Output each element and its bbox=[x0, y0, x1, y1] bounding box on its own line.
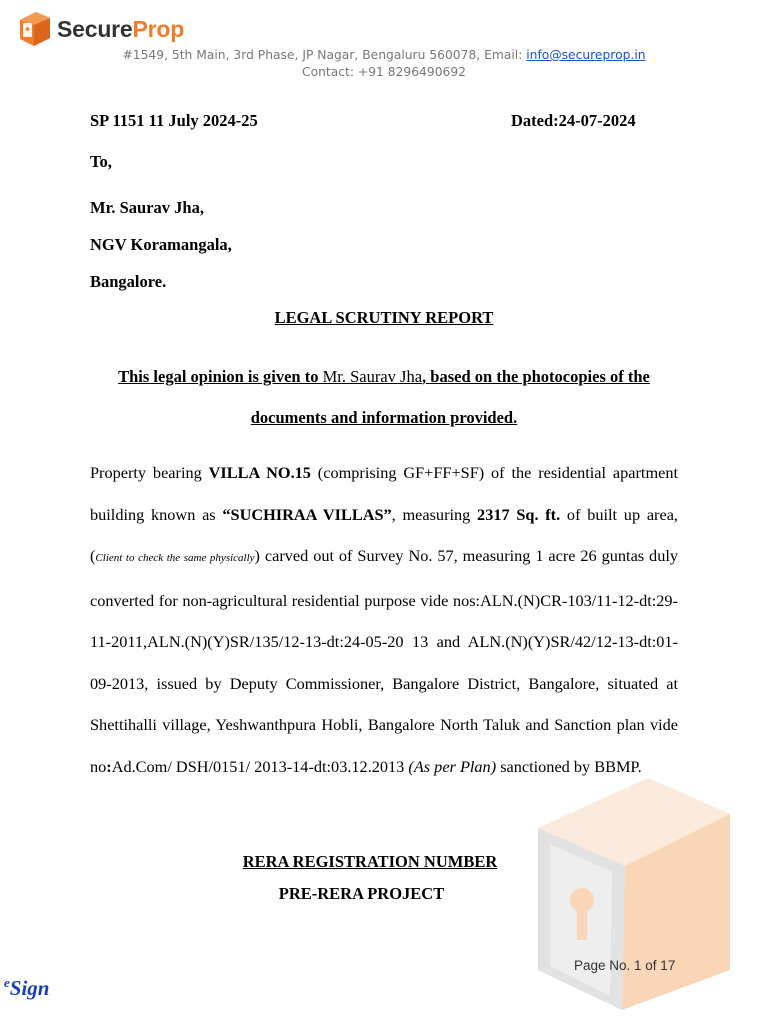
reference-number: SP 1151 11 July 2024-25 bbox=[90, 111, 258, 130]
company-address: #1549, 5th Main, 3rd Phase, JP Nagar, Bengaluru 560078, Email: info@secureprop.in Contact: +91 8296490692 bbox=[122, 48, 646, 79]
esign-logo: $^e$Sign bbox=[4, 975, 50, 1000]
property-description: Property bearing VILLA NO.15 (comprising GF+FF+SF) of the residential apartment building known as “SUCHIRAA VILLAS”, measuring 2317 Sq. ft. of built up area,(Client to check the same physically) carved out of Survey No. 57, measuring 1 acre 26 guntas duly converted for non-agricultural residential purpose vide nos:ALN.(N)CR-103/11-12-dt:29-11-2011,ALN.(N)(Y)SR/135/12-13-dt:24-05-20 13 and ALN.(N)(Y)SR/42/12-13-dt:01-09-2013, issued by Deputy Commissioner, Bangalore District, Bangalore, situated at Shettihalli village, Yeshwanthpura Hobli, Bangalore North Taluk and Sanction plan vide no:Ad.Com/ DSH/0151/ 2013-14-dt:03.12.2013 (As per Plan) sanctioned by BBMP. bbox=[90, 463, 678, 776]
page-number: Page No. 1 of 17 bbox=[574, 958, 676, 973]
recipient-locality: NGV Koramangala, bbox=[90, 235, 232, 254]
rera-title: RERA REGISTRATION NUMBER bbox=[242, 852, 498, 871]
report-title: LEGAL SCRUTINY REPORT bbox=[274, 308, 494, 327]
contact-number: Contact: +91 8296490692 bbox=[302, 65, 466, 79]
padlock-watermark-icon bbox=[530, 770, 735, 1010]
recipient-city: Bangalore. bbox=[90, 272, 167, 291]
rera-value: PRE-RERA PROJECT bbox=[278, 884, 445, 903]
padlock-logo-icon bbox=[14, 8, 54, 48]
recipient-name: Mr. Saurav Jha, bbox=[90, 198, 204, 217]
opinion-statement: This legal opinion is given to Mr. Saurav Jha, based on the photocopies of the documents and information provided. bbox=[118, 367, 650, 427]
salutation: To, bbox=[90, 152, 112, 171]
email-link[interactable]: info@secureprop.in bbox=[526, 48, 646, 62]
brand-name: SecureProp bbox=[57, 16, 185, 42]
date: Dated:24-07-2024 bbox=[511, 111, 636, 130]
